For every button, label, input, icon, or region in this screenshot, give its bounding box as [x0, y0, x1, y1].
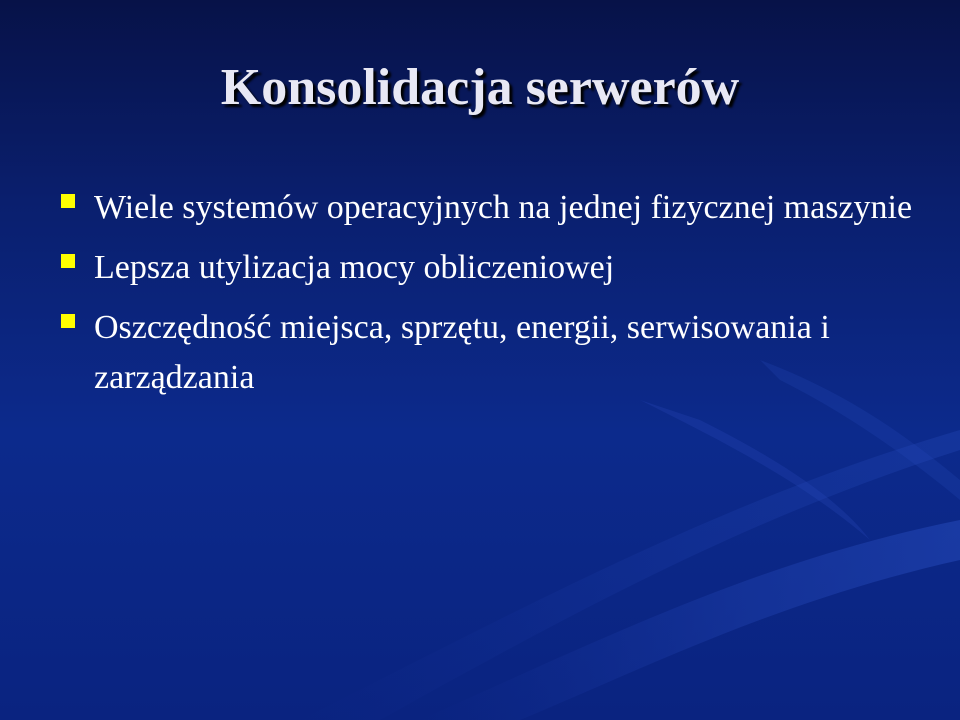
bullet-text: Wiele systemów operacyjnych na jednej fizycznej maszynie	[94, 189, 913, 226]
bullet-item	[60, 303, 940, 403]
bullet-text: Lepsza utylizacja mocy obliczeniowej	[94, 249, 615, 286]
yellow-square-bullet-icon	[61, 254, 75, 268]
yellow-square-bullet-icon	[61, 194, 75, 208]
bullet-list	[60, 183, 940, 413]
slide-title: Konsolidacja serwerów	[220, 59, 740, 116]
bullet-item	[60, 243, 940, 293]
bullet-item	[60, 183, 940, 233]
yellow-square-bullet-icon	[61, 314, 75, 328]
bullet-text: Oszczędność miejsca, sprzętu, energii, serwisowania i zarządzania	[94, 309, 830, 396]
